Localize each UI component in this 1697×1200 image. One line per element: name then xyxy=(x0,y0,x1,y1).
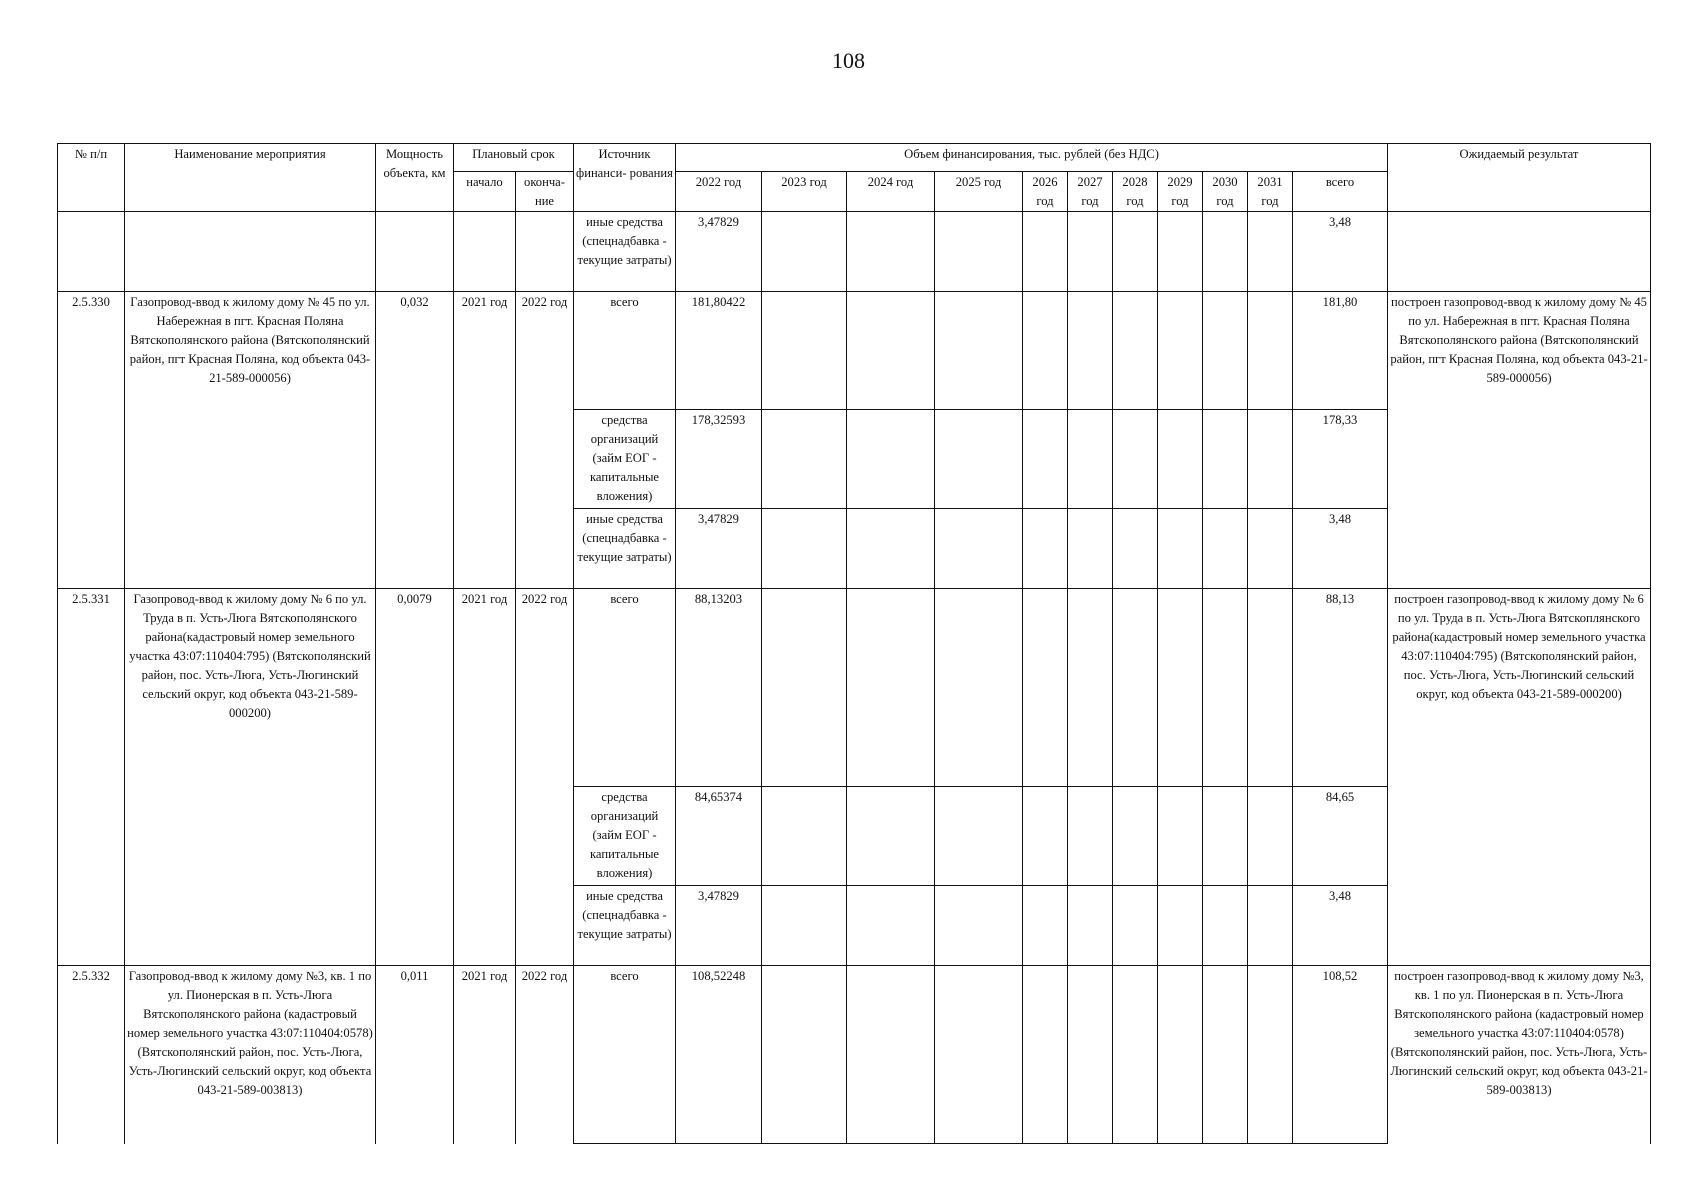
page-number: 108 xyxy=(832,48,865,73)
cell-result: построен газопровод-ввод к жилому дому № 6 по ул. Труда в п. Усть-Люга Вятскоплянского района(кадастровый номер земельного участка 43:07:110404:795) (Вятскополянский район, пос. Усть-Люга, Усть-Люгинский сельский округ, код объекта 043-21-589-000200) xyxy=(1388,589,1651,966)
cell-end: 2022 год xyxy=(516,292,574,589)
header-year-2025: 2025 год xyxy=(935,172,1023,212)
cell-source: иные средства (спецнадбавка - текущие затраты) xyxy=(574,509,676,589)
cell-capacity: 0,011 xyxy=(376,966,454,1144)
cell-2022: 108,52248 xyxy=(676,966,762,1144)
cell-result: построен газопровод-ввод к жилому дому №3, кв. 1 по ул. Пионерская в п. Усть-Люга Вятскополянского района (кадастровый номер земельного участка 43:07:110404:0578) (Вятскополянский район, пос. Усть-Люга, Усть-Люгинский сельский округ, код объекта 043-21-589-003813) xyxy=(1388,966,1651,1144)
cell-name: Газопровод-ввод к жилому дому № 45 по ул. Набережная в пгт. Красная Поляна Вятскополянского района (Вятскополянский район, пгт Красная Поляна, код объекта 043-21-589-000056) xyxy=(125,292,376,589)
table-row xyxy=(58,966,1651,1144)
header-result: Ожидаемый результат xyxy=(1388,144,1651,212)
cell-total: 3,48 xyxy=(1293,886,1388,966)
cell-result: построен газопровод-ввод к жилому дому № 45 по ул. Набережная в пгт. Красная Поляна Вятскополянского района (Вятскополянский район, пгт Красная Поляна, код объекта 043-21-589-000056) xyxy=(1388,292,1651,589)
header-end: оконча- ние xyxy=(516,172,574,212)
cell-end: 2022 год xyxy=(516,966,574,1144)
cell-name xyxy=(125,212,376,292)
cell-total: 84,65 xyxy=(1293,787,1388,886)
header-year-2028: 2028 год xyxy=(1113,172,1158,212)
cell-num: 2.5.332 xyxy=(58,966,125,1144)
cell-source: иные средства (спецнадбавка - текущие затраты) xyxy=(574,212,676,292)
financing-table xyxy=(57,143,1651,1144)
cell-name: Газопровод-ввод к жилому дому № 6 по ул. Труда в п. Усть-Люга Вятскополянского района(кадастровый номер земельного участка 43:07:110404:795) (Вятскополянский район, пос. Усть-Люга, Усть-Люгинский сельский округ, код объекта 043-21-589-000200) xyxy=(125,589,376,966)
cell-total: 3,48 xyxy=(1293,212,1388,292)
cell-num: 2.5.330 xyxy=(58,292,125,589)
header-num: № п/п xyxy=(58,144,125,212)
cell-capacity: 0,032 xyxy=(376,292,454,589)
header-year-2022: 2022 год xyxy=(676,172,762,212)
header-capacity: Мощность объекта, км xyxy=(376,144,454,212)
cell-total: 108,52 xyxy=(1293,966,1388,1144)
cell-capacity: 0,0079 xyxy=(376,589,454,966)
cell-source: средства организаций (займ ЕОГ - капитальные вложения) xyxy=(574,410,676,509)
header-name: Наименование мероприятия xyxy=(125,144,376,212)
cell-total: 181,80 xyxy=(1293,292,1388,410)
cell-source: всего xyxy=(574,292,676,410)
header-total: всего xyxy=(1293,172,1388,212)
cell-2022: 3,47829 xyxy=(676,509,762,589)
header-source: Источник финанси- рования xyxy=(574,144,676,212)
cell-2022: 84,65374 xyxy=(676,787,762,886)
cell-start: 2021 год xyxy=(454,292,516,589)
cell-2022: 3,47829 xyxy=(676,212,762,292)
cell-name: Газопровод-ввод к жилому дому №3, кв. 1 по ул. Пионерская в п. Усть-Люга Вятскополянского района (кадастровый номер земельного участка 43:07:110404:0578) (Вятскополянский район, пос. Усть-Люга, Усть-Люгинский сельский округ, код объекта 043-21-589-003813) xyxy=(125,966,376,1144)
header-year-2023: 2023 год xyxy=(762,172,847,212)
header-row xyxy=(58,144,1651,172)
cell-source: средства организаций (займ ЕОГ - капитальные вложения) xyxy=(574,787,676,886)
cell-total: 178,33 xyxy=(1293,410,1388,509)
header-year-2026: 2026 год xyxy=(1023,172,1068,212)
header-year-2024: 2024 год xyxy=(847,172,935,212)
cell-result xyxy=(1388,212,1651,292)
table-row xyxy=(58,212,1651,292)
cell-start xyxy=(454,212,516,292)
cell-source: иные средства (спецнадбавка - текущие затраты) xyxy=(574,886,676,966)
table-row xyxy=(58,589,1651,787)
cell-num xyxy=(58,212,125,292)
header-start: начало xyxy=(454,172,516,212)
cell-2022: 88,13203 xyxy=(676,589,762,787)
header-year-2027: 2027 год xyxy=(1068,172,1113,212)
header-year-2030: 2030 год xyxy=(1203,172,1248,212)
header-volume: Объем финансирования, тыс. рублей (без НДС) xyxy=(676,144,1388,172)
cell-2022: 178,32593 xyxy=(676,410,762,509)
cell-capacity xyxy=(376,212,454,292)
cell-start: 2021 год xyxy=(454,589,516,966)
cell-start: 2021 год xyxy=(454,966,516,1144)
cell-end xyxy=(516,212,574,292)
cell-source: всего xyxy=(574,966,676,1144)
table-row xyxy=(58,292,1651,410)
header-planned-term: Плановый срок xyxy=(454,144,574,172)
cell-source: всего xyxy=(574,589,676,787)
header-year-2029: 2029 год xyxy=(1158,172,1203,212)
cell-num: 2.5.331 xyxy=(58,589,125,966)
cell-end: 2022 год xyxy=(516,589,574,966)
cell-2022: 3,47829 xyxy=(676,886,762,966)
cell-total: 88,13 xyxy=(1293,589,1388,787)
cell-total: 3,48 xyxy=(1293,509,1388,589)
header-year-2031: 2031 год xyxy=(1248,172,1293,212)
cell-2022: 181,80422 xyxy=(676,292,762,410)
